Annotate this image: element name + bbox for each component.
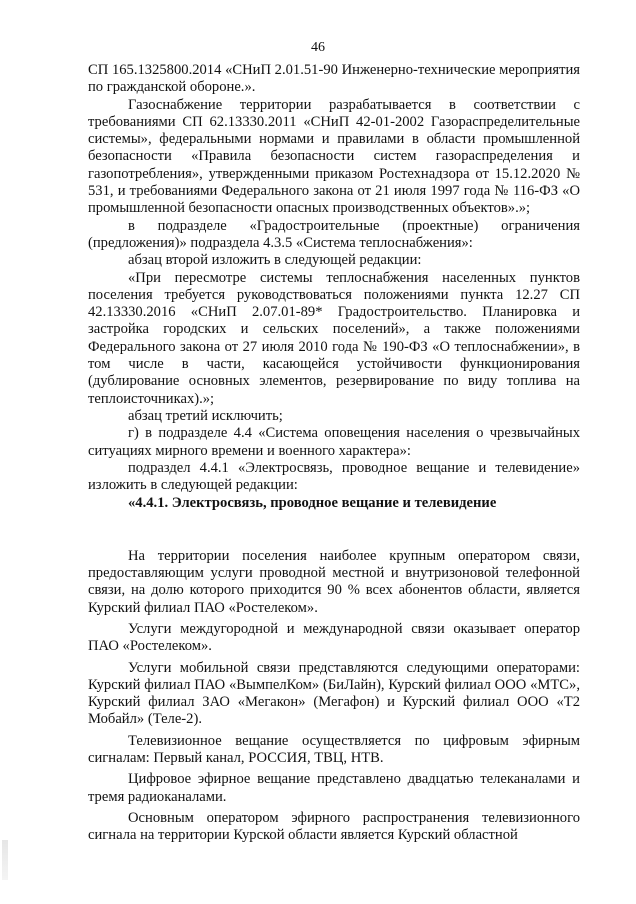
document-body [88,62,580,844]
paragraph-broadcast-operator: Основным оператором эфирного распространения телевизионного сигнала на территории Курской области является Курский областной [88,809,580,844]
paragraph-urban-planning-restrictions: в подразделе «Градостроительные (проектные) ограничения (предложения)» подраздела 4.3.5 «Система теплоснабжения»: [88,217,580,251]
scan-margin-mark [2,840,8,880]
section-heading-4-4-1: «4.4.1. Электросвязь, проводное вещание и телевидение [128,495,497,512]
paragraph-warning-system-subsection: г) в подразделе 4.4 «Система оповещения населения о чрезвычайных ситуациях мирного времени и военного характера»: [88,425,580,459]
paragraph-subsection-4-4-1-instruction: подраздел 4.4.1 «Электросвязь, проводное вещание и телевидение» изложить в следующей редакции: [88,459,580,494]
paragraph-main-telecom-operator: На территории поселения наиболее крупным оператором связи, предоставляющим услуги проводной местной и внутризоновой телефонной связи, на долю которого приходится 90 % всех абонентов области, является Курский филиал ПАО «Ростелеком». [88,547,580,616]
paragraph-digital-broadcasting: Цифровое эфирное вещание представлено двадцатью телеканалами и тремя радиоканалами. [88,771,580,805]
page-number: 46 [311,40,325,55]
paragraph-gas-supply: Газоснабжение территории разрабатывается в соответствии с требованиями СП 62.13330.2011 «СНиП 42-01-2002 Газораспределительные системы», федеральными нормами и правилами в области промышленной безопасности «Правила безопасности систем газораспределения и газопотребления», утвержденными приказом Ростехнадзора от 15.12.2020 № 531, и требованиями Федерального закона от 21 июля 1997 года № 116-ФЗ «О промышленной безопасности опасных производственных объектов».»; [88,96,580,217]
paragraph-second-subparagraph-instruction: абзац второй изложить в следующей редакции: [128,252,422,269]
paragraph-sp-165-reference: СП 165.1325800.2014 «СНиП 2.01.51-90 Инженерно-технические мероприятия по гражданской обороне.». [88,62,580,96]
paragraph-heat-supply-revision: «При пересмотре системы теплоснабжения населенных пунктов поселения требуется руководствоваться положениями пункта 12.27 СП 42.13330.2016 «СНиП 2.07.01-89* Градостроительство. Планировка и застройка городских и сельских поселений», а также положениями Федерального закона от 27 июля 2010 года № 190-ФЗ «О теплоснабжении», в том числе в части, касающейся устойчивости функционирования (дублирование основных элементов, резервирование по виду топлива на теплоисточниках).»; [88,269,580,407]
paragraph-tv-broadcasting: Телевизионное вещание осуществляется по цифровым эфирным сигналам: Первый канал, РОССИЯ, ТВЦ, НТВ. [88,732,580,766]
paragraph-long-distance-services: Услуги междугородной и международной связи оказывает оператор ПАО «Ростелеком». [88,620,580,655]
paragraph-mobile-operators: Услуги мобильной связи представляются следующими операторами: Курский филиал ПАО «ВымпелКом» (БиЛайн), Курский филиал ООО «МТС», Курский филиал ЗАО «Мегакон» (Мегафон) и Курский филиал ООО «Т2 Мобайл» (Теле-2). [88,659,580,728]
paragraph-third-subparagraph-exclusion: абзац третий исключить; [128,407,283,424]
